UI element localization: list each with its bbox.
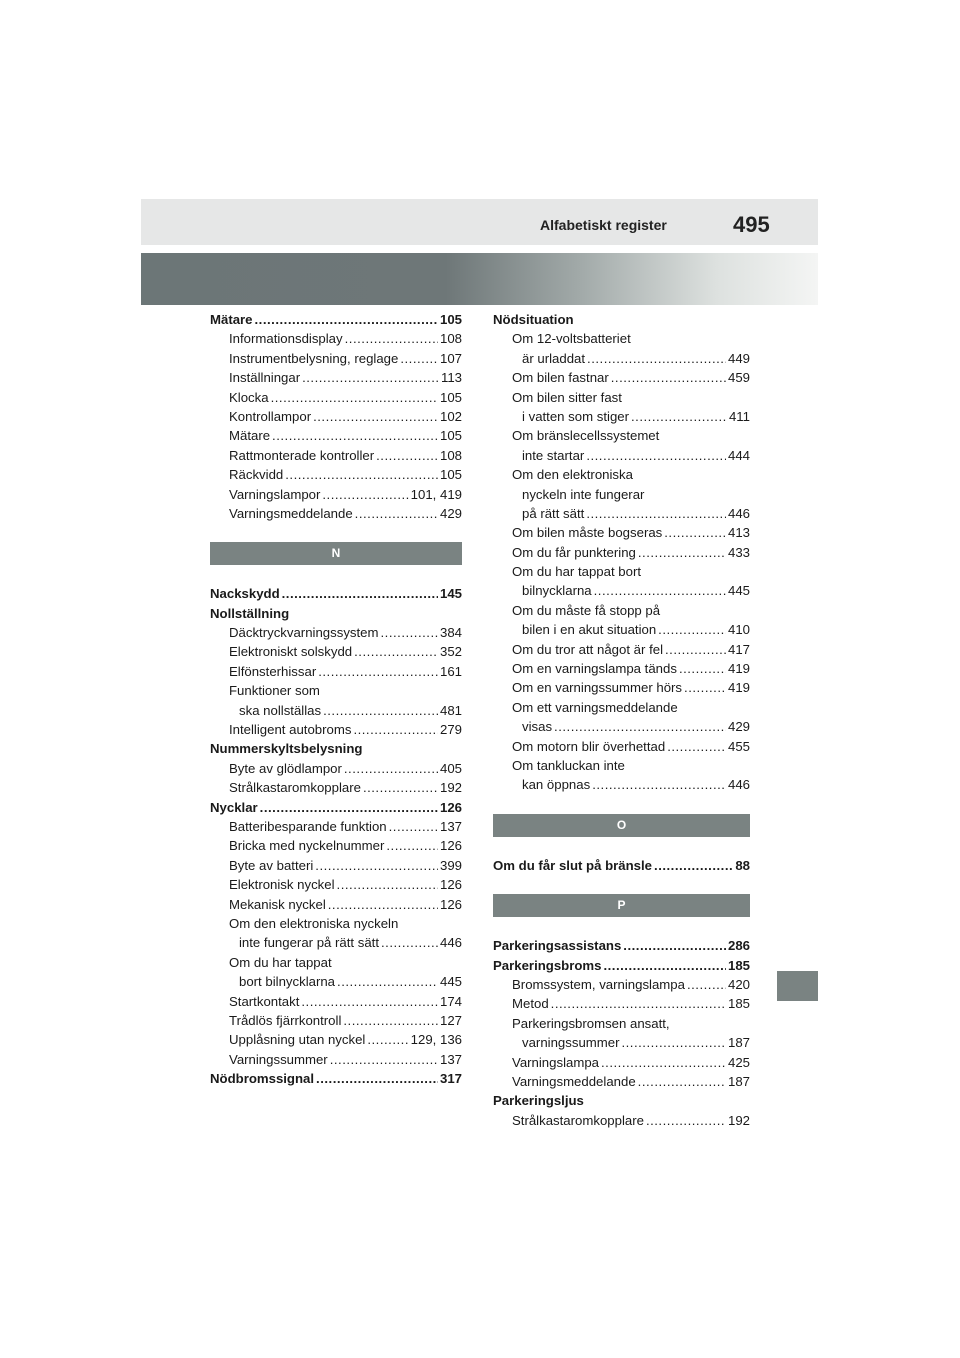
page-reference: 384 xyxy=(439,625,462,641)
index-heading xyxy=(493,1091,750,1110)
page-reference: 444 xyxy=(727,447,750,463)
dot-leader xyxy=(400,349,438,368)
index-term: Mätare xyxy=(229,428,271,444)
index-entry xyxy=(210,446,462,465)
dot-leader xyxy=(551,994,726,1013)
dot-leader xyxy=(316,1069,438,1088)
index-term: Kontrollampor xyxy=(229,408,312,424)
page-reference: 126 xyxy=(439,896,462,912)
index-heading xyxy=(493,1014,750,1033)
dot-leader xyxy=(337,875,438,894)
dot-leader xyxy=(654,856,733,875)
index-entry xyxy=(493,994,750,1013)
index-entry xyxy=(493,856,750,875)
page-reference: 433 xyxy=(727,544,750,560)
page-reference: 105 xyxy=(439,428,462,444)
index-entry xyxy=(493,640,750,659)
dot-leader xyxy=(260,798,438,817)
index-term: på rätt sätt xyxy=(522,505,585,521)
dot-leader xyxy=(646,1111,726,1130)
page-reference: 113 xyxy=(440,370,462,386)
page-reference: 352 xyxy=(439,644,462,660)
page-reference: 417 xyxy=(727,641,750,657)
page-reference: 187 xyxy=(727,1073,750,1089)
index-entry xyxy=(493,737,750,756)
index-term: ska nollställas xyxy=(239,702,322,718)
dot-leader xyxy=(302,368,439,387)
index-entry xyxy=(210,1011,462,1030)
index-term: Om den elektroniska xyxy=(512,467,633,483)
dot-leader xyxy=(363,778,438,797)
index-term: Nycklar xyxy=(210,799,258,815)
index-entry xyxy=(210,388,462,407)
page-reference: 411 xyxy=(728,408,750,424)
index-entry xyxy=(210,856,462,875)
dot-leader xyxy=(623,936,726,955)
index-heading xyxy=(493,388,750,407)
index-term: Rattmonterade kontroller xyxy=(229,447,375,463)
index-term: Om du har tappat xyxy=(229,954,332,970)
dot-leader xyxy=(586,446,726,465)
page-reference: 419 xyxy=(727,661,750,677)
page-reference: 419 xyxy=(727,680,750,696)
page-reference: 126 xyxy=(439,877,462,893)
index-entry xyxy=(493,975,750,994)
index-heading xyxy=(493,485,750,504)
index-entry xyxy=(210,875,462,894)
page-reference: 105 xyxy=(439,312,462,327)
dot-leader xyxy=(318,662,438,681)
index-heading xyxy=(210,953,462,972)
index-term: Nollställning xyxy=(210,605,290,621)
dot-leader xyxy=(313,407,438,426)
dot-leader xyxy=(337,972,438,991)
index-term: Om du har tappat bort xyxy=(512,564,642,580)
index-term: Varningslampa xyxy=(512,1054,599,1070)
index-term: Nödbromssignal xyxy=(210,1071,315,1087)
index-entry xyxy=(210,992,462,1011)
index-entry xyxy=(210,720,462,739)
index-term: Batteribesparande funktion xyxy=(229,818,387,834)
page-reference: 445 xyxy=(727,583,750,599)
page-reference: 317 xyxy=(439,1071,462,1087)
index-term: Mekanisk nyckel xyxy=(229,896,326,912)
header-band xyxy=(141,199,818,245)
index-letter-header: N xyxy=(210,542,462,565)
index-entry xyxy=(210,504,462,523)
index-entry xyxy=(210,329,462,348)
page-reference: 413 xyxy=(727,525,750,541)
index-term: Parkeringsljus xyxy=(493,1093,584,1109)
page-reference: 286 xyxy=(727,938,750,954)
index-term: Om ett varningsmeddelande xyxy=(512,699,678,715)
page-reference: 445 xyxy=(439,974,462,990)
page-reference: 185 xyxy=(727,957,750,973)
dot-leader xyxy=(603,956,726,975)
index-column-left xyxy=(210,310,462,1088)
page-reference: 126 xyxy=(439,838,462,854)
index-entry xyxy=(210,778,462,797)
index-heading xyxy=(493,310,750,329)
index-term: Nummerskyltsbelysning xyxy=(210,741,363,757)
page-reference: 410 xyxy=(727,622,750,638)
dot-leader xyxy=(301,992,438,1011)
index-term: är urladdat xyxy=(522,350,586,366)
index-entry xyxy=(493,1072,750,1091)
page-reference: 102 xyxy=(439,408,462,424)
dot-leader xyxy=(328,895,438,914)
page-reference: 455 xyxy=(727,738,750,754)
index-term: Metod xyxy=(512,996,549,1012)
page-reference: 425 xyxy=(727,1054,750,1070)
dot-leader xyxy=(667,737,726,756)
dot-leader xyxy=(587,349,726,368)
dot-leader xyxy=(345,329,438,348)
index-entry xyxy=(493,504,750,523)
index-term: Strålkastaromkopplare xyxy=(512,1112,644,1128)
dot-leader xyxy=(601,1053,726,1072)
index-term: inte startar xyxy=(522,447,585,463)
page-reference: 145 xyxy=(439,586,462,602)
index-term: Strålkastaromkopplare xyxy=(229,780,361,796)
index-entry xyxy=(493,775,750,794)
index-heading xyxy=(493,601,750,620)
index-entry xyxy=(210,465,462,484)
index-term: visas xyxy=(522,719,553,735)
index-term: Däcktryckvarningssystem xyxy=(229,625,379,641)
page-reference: 107 xyxy=(439,350,462,366)
index-heading xyxy=(210,739,462,758)
index-entry xyxy=(210,426,462,445)
index-heading xyxy=(493,562,750,581)
index-entry xyxy=(210,972,462,991)
index-term: Nödsituation xyxy=(493,312,574,327)
index-term: Om motorn blir överhettad xyxy=(512,738,666,754)
index-entry xyxy=(210,407,462,426)
page-reference: 446 xyxy=(727,505,750,521)
index-term: Startkontakt xyxy=(229,993,300,1009)
index-term: Om bränslecellssystemet xyxy=(512,428,660,444)
index-entry xyxy=(493,581,750,600)
index-heading xyxy=(210,604,462,623)
index-entry xyxy=(210,1050,462,1069)
dot-leader xyxy=(271,388,438,407)
page-reference: 174 xyxy=(439,993,462,1009)
index-entry xyxy=(210,1069,462,1088)
page-reference: 429 xyxy=(439,505,462,521)
dot-leader xyxy=(367,1030,408,1049)
index-term: i vatten som stiger xyxy=(522,408,630,424)
index-term: Varningslampor xyxy=(229,486,321,502)
index-term: Byte av batteri xyxy=(229,857,314,873)
page-reference: 192 xyxy=(439,780,462,796)
index-term: Instrumentbelysning, reglage xyxy=(229,350,399,366)
index-entry xyxy=(493,956,750,975)
index-term: inte fungerar på rätt sätt xyxy=(239,935,380,951)
index-term: bort bilnycklarna xyxy=(239,974,336,990)
index-entry xyxy=(210,836,462,855)
index-term: Om du får slut på bränsle xyxy=(493,857,653,873)
dot-leader xyxy=(381,933,438,952)
page-reference: 449 xyxy=(727,350,750,366)
dot-leader xyxy=(344,759,438,778)
index-term: Om 12-voltsbatteriet xyxy=(512,331,631,347)
dot-leader xyxy=(354,642,438,661)
dot-leader xyxy=(592,775,726,794)
dot-leader xyxy=(282,584,438,603)
index-entry xyxy=(493,1033,750,1052)
dot-leader xyxy=(330,1050,438,1069)
index-entry xyxy=(210,623,462,642)
index-term: Om bilen sitter fast xyxy=(512,389,622,405)
index-term: Räckvidd xyxy=(229,467,284,483)
index-entry xyxy=(493,936,750,955)
index-term: Parkeringsbroms xyxy=(493,957,602,973)
dot-leader xyxy=(638,1072,726,1091)
dot-leader xyxy=(315,856,438,875)
index-term: Om den elektroniska nyckeln xyxy=(229,915,399,931)
page-reference: 187 xyxy=(727,1035,750,1051)
section-title: Alfabetiskt register xyxy=(540,217,667,233)
dot-leader xyxy=(658,620,726,639)
dot-leader xyxy=(343,1011,438,1030)
dot-leader xyxy=(621,1033,726,1052)
page-reference: 429 xyxy=(727,719,750,735)
index-entry xyxy=(493,620,750,639)
index-entry xyxy=(493,523,750,542)
index-term: Elfönsterhissar xyxy=(229,663,317,679)
dot-leader xyxy=(272,426,438,445)
index-heading xyxy=(493,329,750,348)
dot-leader xyxy=(376,446,438,465)
page-reference: 108 xyxy=(439,331,462,347)
index-entry xyxy=(210,759,462,778)
index-term: Om bilen fastnar xyxy=(512,370,609,386)
index-column-right xyxy=(493,310,750,1130)
page-reference: 420 xyxy=(727,976,750,992)
index-term: Om en varningssummer hörs xyxy=(512,680,683,696)
index-term: Upplåsning utan nyckel xyxy=(229,1032,366,1048)
dot-leader xyxy=(638,543,726,562)
index-entry xyxy=(493,407,750,426)
index-term: Elektronisk nyckel xyxy=(229,877,335,893)
index-heading xyxy=(210,914,462,933)
index-term: Varningssummer xyxy=(229,1051,328,1067)
index-entry xyxy=(210,485,462,504)
index-entry xyxy=(493,368,750,387)
dot-leader xyxy=(381,623,438,642)
index-term: Elektroniskt solskydd xyxy=(229,644,353,660)
index-term: Nackskydd xyxy=(210,586,280,602)
index-entry xyxy=(210,368,462,387)
page-reference: 446 xyxy=(439,935,462,951)
page-reference: 108 xyxy=(439,447,462,463)
index-entry xyxy=(210,798,462,817)
page-reference: 105 xyxy=(439,389,462,405)
page-reference: 137 xyxy=(439,818,462,834)
index-term: Om en varningslampa tänds xyxy=(512,661,677,677)
index-entry xyxy=(210,349,462,368)
index-term: Klocka xyxy=(229,389,269,405)
index-entry xyxy=(493,543,750,562)
index-entry xyxy=(210,310,462,329)
index-term: Mätare xyxy=(210,312,253,327)
index-heading xyxy=(493,756,750,775)
dot-leader xyxy=(687,975,726,994)
index-term: Trådlös fjärrkontroll xyxy=(229,1012,342,1028)
index-term: Informationsdisplay xyxy=(229,331,343,347)
index-term: Varningsmeddelande xyxy=(229,505,353,521)
page-reference: 481 xyxy=(439,702,462,718)
index-entry xyxy=(210,895,462,914)
dot-leader xyxy=(611,368,726,387)
index-term: Parkeringsbromsen ansatt, xyxy=(512,1015,670,1031)
index-entry xyxy=(493,1053,750,1072)
index-term: Om du får punktering xyxy=(512,544,636,560)
page-reference: 127 xyxy=(439,1012,462,1028)
page-reference: 129, 136 xyxy=(410,1032,462,1048)
index-entry xyxy=(210,817,462,836)
index-entry xyxy=(493,717,750,736)
dot-leader xyxy=(631,407,727,426)
index-term: Parkeringsassistans xyxy=(493,938,622,954)
dot-leader xyxy=(255,310,438,329)
index-term: Om du måste få stopp på xyxy=(512,602,661,618)
page-reference: 105 xyxy=(439,467,462,483)
page-reference: 399 xyxy=(439,857,462,873)
index-heading xyxy=(493,698,750,717)
section-thumb-tab xyxy=(777,971,818,1001)
index-term: varningssummer xyxy=(522,1035,620,1051)
index-term: Om tankluckan inte xyxy=(512,757,625,773)
index-entry xyxy=(493,659,750,678)
dot-leader xyxy=(386,836,438,855)
index-term: Bromssystem, varningslampa xyxy=(512,976,685,992)
index-entry xyxy=(493,446,750,465)
index-entry xyxy=(210,584,462,603)
dot-leader xyxy=(684,678,726,697)
index-letter-header: P xyxy=(493,894,750,917)
dot-leader xyxy=(679,659,726,678)
dot-leader xyxy=(586,504,726,523)
index-term: bilen i en akut situation xyxy=(522,622,657,638)
index-entry xyxy=(493,349,750,368)
index-entry xyxy=(210,701,462,720)
page-reference: 101, 419 xyxy=(410,486,462,502)
index-term: Funktioner som xyxy=(229,683,320,699)
page-reference: 185 xyxy=(727,996,750,1012)
dot-leader xyxy=(554,717,726,736)
index-term: Byte av glödlampor xyxy=(229,760,342,776)
page-number: 495 xyxy=(733,212,770,237)
index-heading xyxy=(493,426,750,445)
dot-leader xyxy=(322,485,408,504)
index-letter-header: O xyxy=(493,814,750,837)
dot-leader xyxy=(665,640,726,659)
page-reference: 88 xyxy=(735,857,750,873)
index-term: bilnycklarna xyxy=(522,583,592,599)
index-entry xyxy=(493,1111,750,1130)
dot-leader xyxy=(389,817,438,836)
index-entry xyxy=(493,678,750,697)
page-reference: 137 xyxy=(439,1051,462,1067)
page-reference: 405 xyxy=(439,760,462,776)
index-entry xyxy=(210,642,462,661)
page-reference: 279 xyxy=(439,722,462,738)
dot-leader xyxy=(664,523,726,542)
index-term: Intelligent autobroms xyxy=(229,722,352,738)
index-term: Om du tror att något är fel xyxy=(512,641,663,657)
dot-leader xyxy=(285,465,438,484)
index-entry xyxy=(210,1030,462,1049)
page-reference: 192 xyxy=(727,1112,750,1128)
dot-leader xyxy=(353,720,438,739)
index-term: Bricka med nyckelnummer xyxy=(229,838,385,854)
index-heading xyxy=(493,465,750,484)
index-entry xyxy=(210,662,462,681)
index-term: Varningsmeddelande xyxy=(512,1073,636,1089)
dot-leader xyxy=(594,581,726,600)
index-heading xyxy=(210,681,462,700)
index-entry xyxy=(210,933,462,952)
index-term: Om bilen måste bogseras xyxy=(512,525,663,541)
page-reference: 161 xyxy=(439,663,462,679)
page-reference: 126 xyxy=(439,799,462,815)
index-term: nyckeln inte fungerar xyxy=(522,486,645,502)
page-reference: 446 xyxy=(727,777,750,793)
index-term: Inställningar xyxy=(229,370,301,386)
dot-leader xyxy=(323,701,438,720)
dot-leader xyxy=(355,504,438,523)
decorative-gradient-band xyxy=(141,253,818,305)
page-reference: 459 xyxy=(727,370,750,386)
index-term: kan öppnas xyxy=(522,777,591,793)
